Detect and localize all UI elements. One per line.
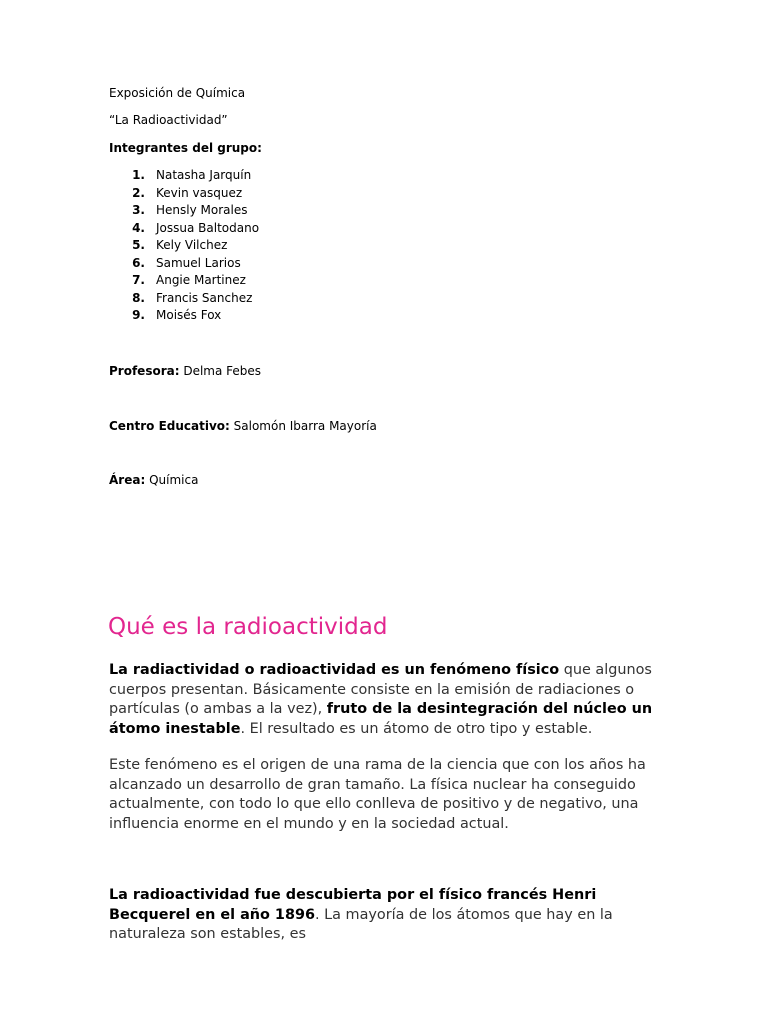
group-members-label: Integrantes del grupo: — [109, 141, 262, 155]
p1-bold-1: La radiactividad o radioactividad es un fenómeno físico — [109, 662, 560, 678]
topic-title: “La Radioactividad” — [109, 113, 228, 127]
list-item-name: Kely Vilchez — [156, 238, 228, 252]
list-item — [109, 202, 429, 220]
list-item — [109, 220, 429, 238]
list-item-number: 9. — [132, 308, 145, 322]
paragraph-2: Este fenómeno es el origen de una rama de la ciencia que con los años ha alcanzado un desarrollo de gran tamaño. La física nuclear ha conseguido actualmente, con todo lo que ello conlleva de positivo y de negativo, una influencia enorme en el mundo y en la sociedad actual. — [109, 757, 646, 832]
paragraph-3 — [109, 886, 669, 945]
p3-text: . La mayoría de los átomos que hay en la naturaleza son estables, es — [109, 906, 613, 942]
school-line — [109, 418, 377, 436]
p1-bold-2: fruto de la desintegración del núcleo un átomo inestable — [109, 701, 653, 737]
list-item-name: Angie Martinez — [156, 273, 246, 287]
list-item-number: 6. — [132, 255, 145, 270]
list-item-name: Kevin vasquez — [156, 185, 243, 200]
list-item-number: 8. — [132, 290, 145, 305]
list-item-number: 2. — [132, 185, 145, 200]
p3-bold: La radioactividad fue descubierta por el físico francés Henri Becquerel en el año 1896 — [109, 887, 597, 923]
list-item — [109, 185, 429, 203]
list-item-name: Moisés Fox — [156, 308, 222, 322]
list-item-name: Francis Sanchez — [156, 290, 253, 305]
p1-text-1: que algunos cuerpos presentan. Básicamente consiste en la emisión de radiaciones o partículas (o ambas a la vez), — [109, 662, 652, 717]
list-item — [109, 307, 429, 325]
list-item — [109, 167, 429, 185]
list-item-number: 7. — [132, 273, 145, 287]
list-item-number: 4. — [132, 220, 145, 235]
list-item-name: Hensly Morales — [156, 203, 248, 217]
p1-text-2: . El resultado es un átomo de otro tipo y estable. — [240, 720, 593, 737]
list-item-number: 3. — [132, 203, 145, 217]
list-item-name: Natasha Jarquín — [156, 168, 252, 182]
list-item — [109, 272, 429, 290]
list-item — [109, 237, 429, 255]
teacher-line — [109, 363, 261, 381]
school-name: Salomón Ibarra Mayoría — [229, 419, 377, 433]
area-label: Área: — [109, 473, 146, 487]
exposition-title: Exposición de Química — [109, 86, 246, 100]
list-item-name: Jossua Baltodano — [156, 220, 260, 235]
list-item — [109, 290, 429, 308]
area-line — [109, 472, 198, 490]
list-item-number: 5. — [132, 238, 145, 252]
section-heading: Qué es la radioactividad — [108, 614, 388, 640]
members-list — [109, 167, 429, 325]
list-item-number: 1. — [132, 168, 145, 182]
list-item-name: Samuel Larios — [156, 255, 241, 270]
list-item — [109, 255, 429, 273]
paragraph-1 — [109, 661, 669, 739]
area-name: Química — [145, 473, 199, 487]
school-label: Centro Educativo: — [109, 419, 230, 433]
teacher-label: Profesora: — [109, 364, 180, 378]
teacher-name: Delma Febes — [179, 364, 262, 378]
